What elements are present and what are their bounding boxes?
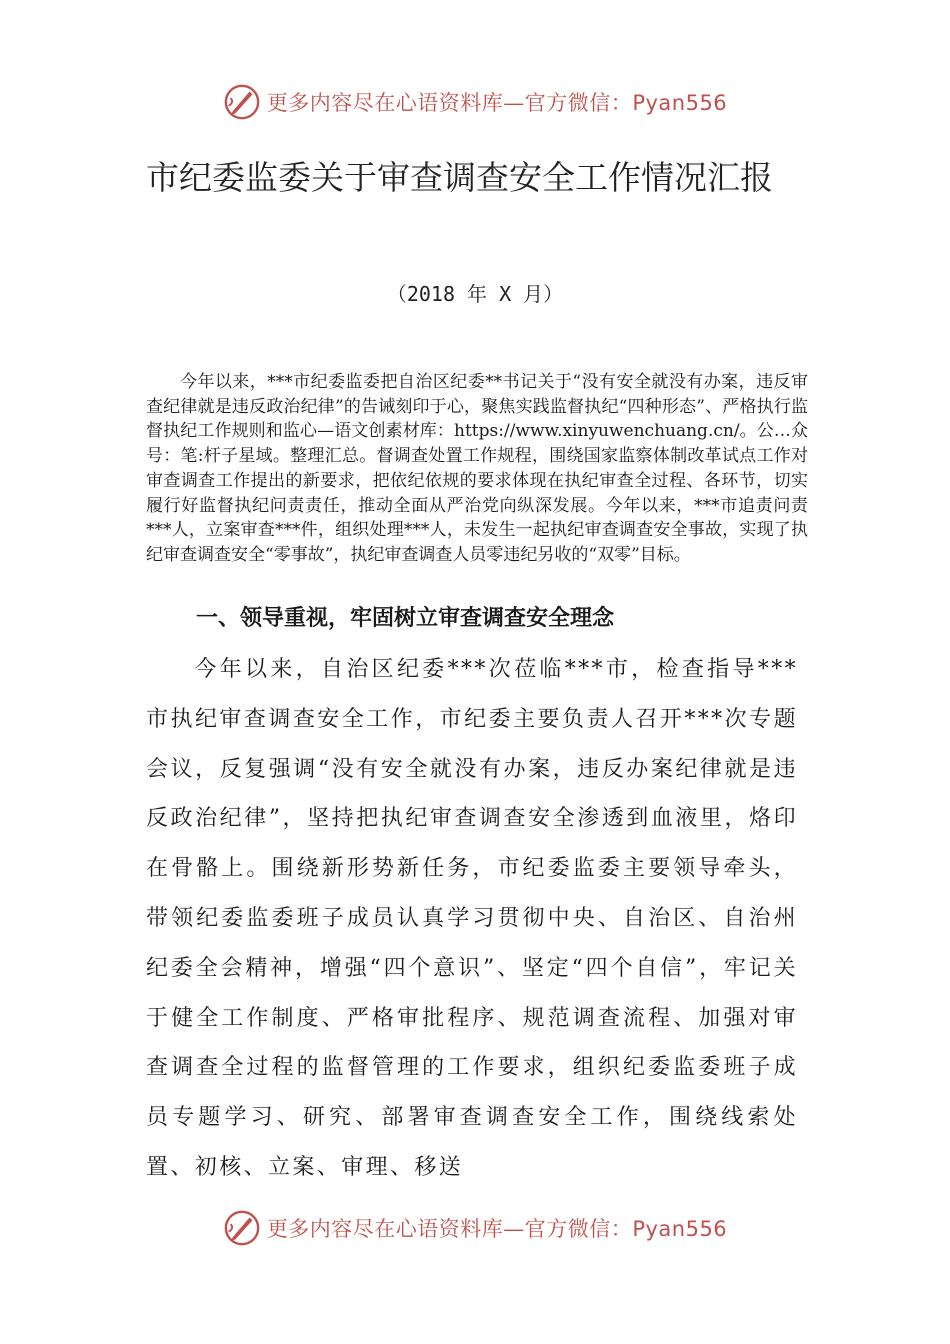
document-date: （2018 年 X 月） xyxy=(386,282,564,306)
intro-paragraph: 今年以来，***市纪委监委把自治区纪委**书记关于“没有安全就没有办案，违反审查纪律就是违反政治纪律”的告诫刻印于心，聚焦实践监督执纪“四种形态”、严格执行监督执纪工作规则和监心—语文创素材库：https://www.xinyuwenchuang.cn/。公…众号：笔:杆子星域。整理汇总。督调查处置工作规程，围绕国家监察体制改革试点工作对审查调查工作提出的新要求，把依纪依规的要求体现在执纪审查全过程、各环节，切实履行好监督执纪问责责任，推动全面从严治党向纵深发展。今年以来，***市追责问责***人，立案审查***件，组织处理***人，未发生一起执纪审查调查安全事故，实现了执纪审查调查安全“零事故”，执纪审查调查人员零违纪另收的“双零”目标。 xyxy=(146,372,808,565)
document-title: 市纪委监委关于审查调查安全工作情况汇报 xyxy=(146,158,773,197)
footer-banner xyxy=(0,1206,950,1250)
pen-logo-icon xyxy=(223,83,261,121)
section-1-body: 今年以来，自治区纪委***次莅临***市，检查指导***市执纪审查调查安全工作，市纪委主要负责人召开***次专题会议，反复强调“没有安全就没有办案，违反办案纪律就是违反政治纪律”，坚持把执纪审查调查安全渗透到血液里，烙印在骨骼上。围绕新形势新任务，市纪委监委主要领导牵头，带领纪委监委班子成员认真学习贯彻中央、自治区、自治州纪委全会精神，增强“四个意识”、坚定“四个自信”，牢记关于健全工作制度、严格审批程序、规范调查流程、加强对审查调查全过程的监督管理的工作要求，组织纪委监委班子成员专题学习、研究、部署审查调查安全工作，围绕线索处置、初核、立案、审理、移送 xyxy=(146,657,798,1180)
banner-text: 更多内容尽在心语资料库—官方微信：Pyan556 xyxy=(266,1217,728,1241)
banner-text: 更多内容尽在心语资料库—官方微信：Pyan556 xyxy=(266,91,728,115)
section-heading-1: 一、领导重视，牢固树立审查调查安全理念 xyxy=(196,606,615,631)
pen-logo-icon xyxy=(223,1209,261,1247)
header-banner xyxy=(0,80,950,124)
wechat-id: Pyan556 xyxy=(632,1217,728,1241)
wechat-id: Pyan556 xyxy=(632,91,728,115)
